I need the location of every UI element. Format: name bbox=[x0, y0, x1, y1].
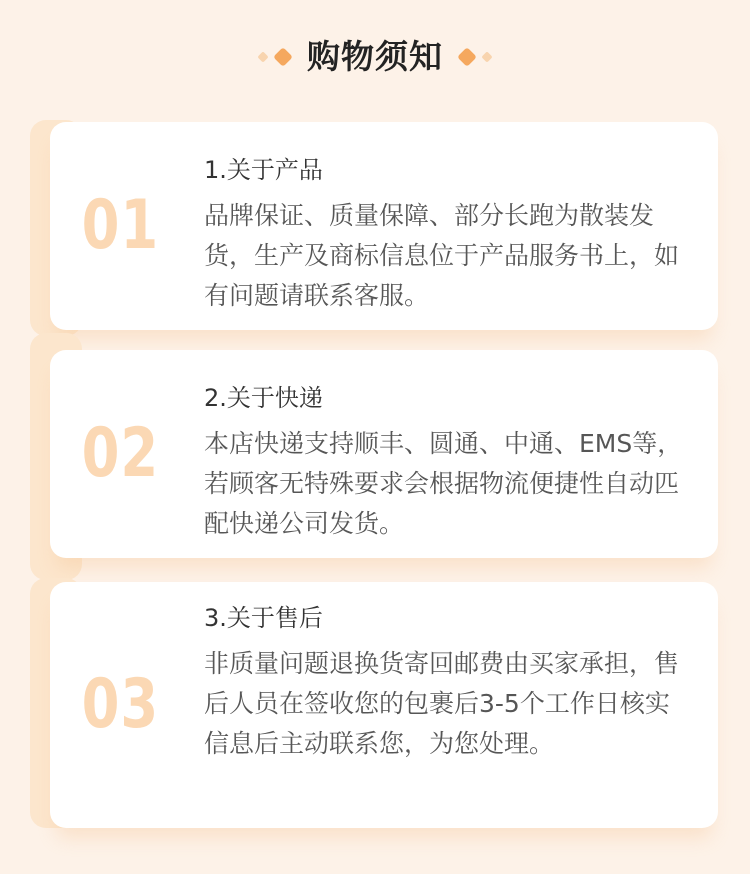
card-body-text: 品牌保证、质量保障、部分长跑为散装发货，生产及商标信息位于产品服务书上，如有问题请联系客服。 bbox=[204, 201, 680, 310]
card-content bbox=[190, 122, 718, 330]
diamond-big-right-icon bbox=[457, 47, 477, 67]
notice-card-shipping bbox=[50, 350, 718, 558]
card-number-column bbox=[50, 582, 190, 828]
card-heading: 3.关于售后 bbox=[204, 604, 323, 632]
card-number: 02 bbox=[81, 414, 159, 493]
card-body-text: 本店快递支持顺丰、圆通、中通、EMS等，若顾客无特殊要求会根据物流便捷性自动匹配快递公司发货。 bbox=[204, 429, 683, 538]
page-header bbox=[0, 36, 750, 78]
diamond-big-left-icon bbox=[273, 47, 293, 67]
page-title: 购物须知 bbox=[307, 37, 443, 76]
card-content bbox=[190, 350, 718, 558]
card-content bbox=[190, 582, 718, 828]
card-number: 03 bbox=[81, 665, 159, 744]
card-heading: 1.关于产品 bbox=[204, 156, 323, 184]
card-number: 01 bbox=[81, 186, 159, 265]
diamond-small-left-icon bbox=[257, 51, 268, 62]
notice-card-aftersales bbox=[50, 582, 718, 828]
card-heading: 2.关于快递 bbox=[204, 384, 323, 412]
card-body-text: 非质量问题退换货寄回邮费由买家承担，售后人员在签收您的包裹后3-5个工作日核实信息后主动联系您，为您处理。 bbox=[204, 649, 680, 758]
diamond-small-right-icon bbox=[481, 51, 492, 62]
card-number-column bbox=[50, 122, 190, 330]
card-number-column bbox=[50, 350, 190, 558]
notice-card-product bbox=[50, 122, 718, 330]
